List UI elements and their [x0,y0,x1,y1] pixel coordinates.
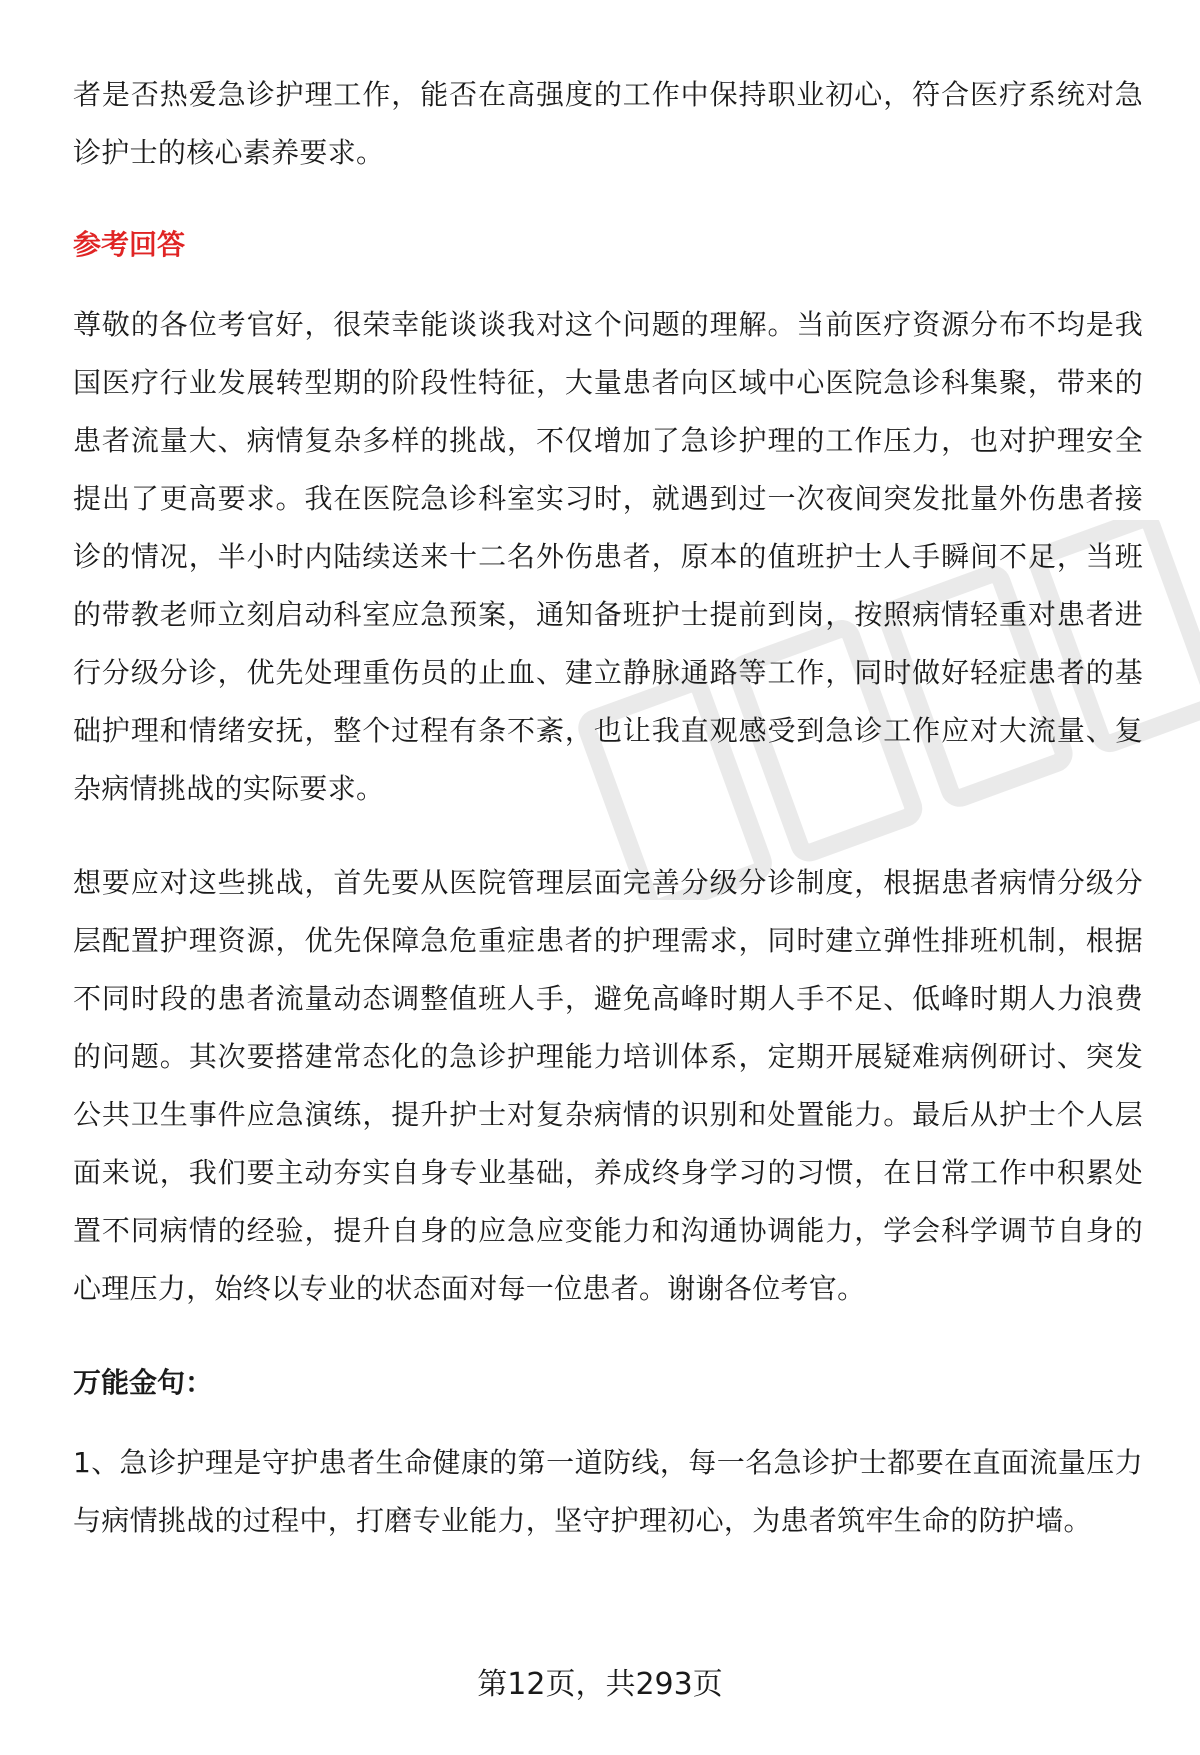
golden-sentence-1: 1、急诊护理是守护患者生命健康的第一道防线，每一名急诊护士都要在直面流量压力与病情挑战的过程中，打磨专业能力，坚守护理初心，为患者筑牢生命的防护墙。 [73,1446,1143,1537]
golden-sentences-heading: 万能金句： [73,1366,214,1399]
intro-paragraph: 者是否热爱急诊护理工作，能否在高强度的工作中保持职业初心，符合医疗系统对急诊护士的核心素养要求。 [73,78,1143,169]
answer-paragraph-1: 尊敬的各位考官好，很荣幸能谈谈我对这个问题的理解。当前医疗资源分布不均是我国医疗行业发展转型期的阶段性特征，大量患者向区域中心医院急诊科集聚，带来的患者流量大、病情复杂多样的挑战，不仅增加了急诊护理的工作压力，也对护理安全提出了更高要求。我在医院急诊科室实习时，就遇到过一次夜间突发批量外伤患者接诊的情况，半小时内陆续送来十二名外伤患者，原本的值班护士人手瞬间不足，当班的带教老师立刻启动科室应急预案，通知备班护士提前到岗，按照病情轻重对患者进行分级分诊，优先处理重伤员的止血、建立静脉通路等工作，同时做好轻症患者的基础护理和情绪安抚，整个过程有条不紊，也让我直观感受到急诊工作应对大流量、复杂病情挑战的实际要求。 [73,308,1143,805]
reference-answer-heading: 参考回答 [73,228,186,261]
page-number-footer: 第12页，共293页 [477,1667,723,1702]
answer-paragraph-2: 想要应对这些挑战，首先要从医院管理层面完善分级分诊制度，根据患者病情分级分层配置护理资源，优先保障急危重症患者的护理需求，同时建立弹性排班机制，根据不同时段的患者流量动态调整值班人手，避免高峰时期人手不足、低峰时期人力浪费的问题。其次要搭建常态化的急诊护理能力培训体系，定期开展疑难病例研讨、突发公共卫生事件应急演练，提升护士对复杂病情的识别和处置能力。最后从护士个人层面来说，我们要主动夯实自身专业基础，养成终身学习的习惯，在日常工作中积累处置不同病情的经验，提升自身的应急应变能力和沟通协调能力，学会科学调节自身的心理压力，始终以专业的状态面对每一位患者。谢谢各位考官。 [73,866,1143,1305]
document-body [73,66,1143,1550]
